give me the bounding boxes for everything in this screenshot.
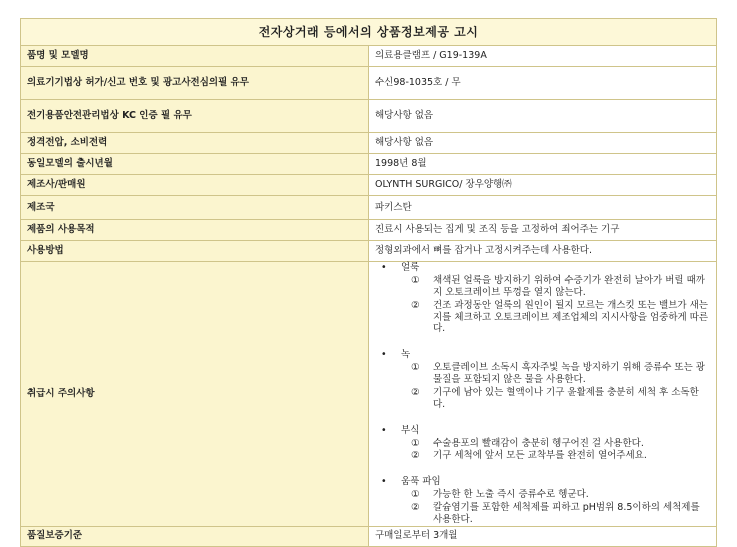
item-text: 칼슘염기를 포함한 세척제를 피하고 pH범위 8.5이하의 세척제를 사용한다. [433,502,700,525]
table-row [21,46,717,67]
item-text: 수술용포의 빨래감이 충분히 헹구어진 걸 사용한다. [433,437,644,449]
item-text: 오토클레이브 소독시 흑자주빛 녹을 방지하기 위해 증류수 또는 광물질을 포함되지 않은 물을 사용한다. [433,362,705,385]
caution-heading [375,262,710,274]
caution-item [375,438,710,450]
table-row [21,196,717,220]
caution-section [375,349,710,410]
bullet-icon: • [381,424,387,436]
row-label: 품명 및 모델명 [21,46,369,67]
item-number: ① [411,274,420,286]
item-number: ② [411,502,420,513]
table-row [21,133,717,154]
caution-item [375,387,710,411]
table-row [21,175,717,196]
bullet-icon: • [381,349,387,361]
table-row [21,67,717,100]
caution-heading [375,349,710,361]
section-heading-text: 녹 [401,349,411,361]
row-label: 의료기기법상 허가/신고 번호 및 광고사전심의필 유무 [21,67,369,100]
item-text: 가능한 한 노출 즉시 증류수로 헹군다. [433,489,589,501]
row-value: 의료용클램프 / G19-139A [369,46,717,67]
row-value: OLYNTH SURGICO/ 장우양행㈜ [369,175,717,196]
caution-heading [375,425,710,437]
section-heading-text: 움푹 파임 [401,476,441,488]
caution-heading [375,476,710,488]
table-row [21,220,717,241]
item-number: ② [411,299,420,311]
row-label: 전기용품안전관리법상 KC 인증 필 유무 [21,100,369,133]
row-label: 품질보증기준 [21,526,369,546]
table-title: 전자상거래 등에서의 상품정보제공 고시 [21,19,717,46]
caution-item [375,362,710,386]
row-label: 정격전압, 소비전력 [21,133,369,154]
row-value: 해당사항 없음 [369,133,717,154]
row-label: 제조국 [21,196,369,220]
table-row [21,100,717,133]
row-label: 동일모델의 출시년월 [21,154,369,175]
row-value: 해당사항 없음 [369,100,717,133]
item-text: 채색된 얼룩을 방지하기 위하여 수증기가 완전히 날아가 버릴 때까지 오토크레이브 뚜껑을 열지 않는다. [433,274,705,298]
cautions-row [21,262,717,527]
row-label: 제품의 사용목적 [21,220,369,241]
section-heading-text: 얼룩 [401,262,420,273]
row-label: 사용방법 [21,241,369,262]
row-value: 파키스탄 [369,196,717,220]
table-row [21,241,717,262]
bullet-icon: • [381,262,387,273]
title-row [21,19,717,46]
caution-item [375,300,710,336]
item-number: ① [411,437,420,449]
item-text: 기구에 남아 있는 혈액이나 기구 윤활제를 충분히 세척 후 소독한다. [433,386,699,410]
caution-section [375,476,710,526]
item-number: ① [411,489,420,501]
section-heading-text: 부식 [401,424,420,436]
row-value: 수신98-1035호 / 무 [369,67,717,100]
caution-item [375,489,710,501]
caution-item [375,275,710,299]
item-number: ② [411,386,420,398]
item-text: 기구 세척에 앞서 모든 교착부를 완전히 열어주세요. [433,450,647,462]
table-row [21,526,717,546]
caution-item [375,502,710,526]
row-label: 취급시 주의사항 [21,262,369,527]
item-number: ① [411,362,420,374]
table-row [21,154,717,175]
item-number: ② [411,450,420,462]
row-label: 제조사/판매원 [21,175,369,196]
row-value: 구매일로부터 3개월 [369,526,717,546]
bullet-icon: • [381,476,387,488]
caution-section [375,262,710,335]
row-value: 진료시 사용되는 집게 및 조직 등을 고정하여 죄어주는 기구 [369,220,717,241]
caution-section [375,425,710,463]
product-info-table [20,18,717,547]
item-text: 건조 과정동안 얼룩의 원인이 될지 모르는 개스킷 또는 밸브가 새는지를 체크하고 오토크레이브 제조업체의 지시사항을 엄중하게 따른다. [433,299,709,335]
row-value: 정형외과에서 뼈를 잡거나 고정시켜주는데 사용한다. [369,241,717,262]
caution-item [375,450,710,462]
cautions-content [369,262,717,527]
row-value: 1998년 8월 [369,154,717,175]
